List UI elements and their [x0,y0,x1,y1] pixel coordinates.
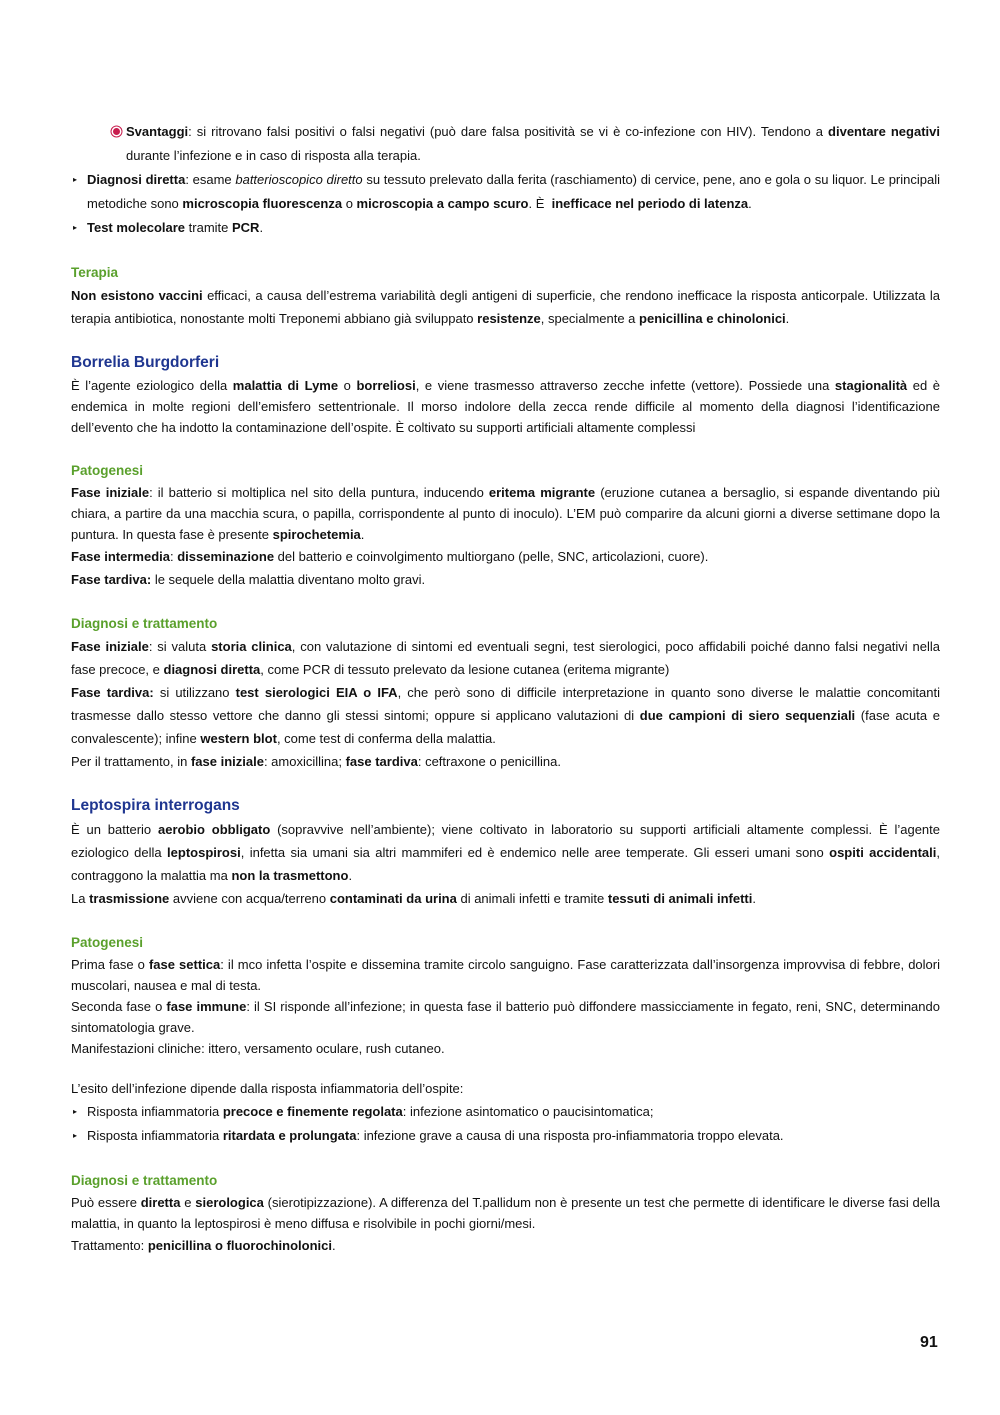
paragraph-trattamento-borrelia: Per il trattamento, in fase iniziale: amoxicillina; fase tardiva: ceftraxone o penicillina. [71,754,561,769]
heading-terapia: Terapia [71,265,119,280]
triangle-bullet-icon: ▸ [73,223,78,232]
triangle-bullet-icon: ▸ [73,1131,78,1140]
heading-patogenesi-leptospira: Patogenesi [71,935,144,950]
page-number: 91 [920,1334,938,1351]
diagnosi-diretta-text: Diagnosi diretta: esame batterioscopico diretto su tessuto prelevato dalla ferita (raschiamento) di cervice, pene, ano e gola o su liquor. Le principali metodiche sono microscopia fluorescenza o microscopia a campo scuro. È inefficace nel periodo di latenza. [87,172,941,211]
bullet-test-molecolare [71,216,940,240]
test-molecolare-text: Test molecolare tramite PCR. [87,220,264,235]
triangle-bullet-icon: ▸ [73,175,78,184]
bullet-diagnosi-diretta [71,168,940,216]
paragraph-terapia: Non esistono vaccini efficaci, a causa dell’estrema variabilità degli antigeni di superficie, che rendono inefficace la risposta anticorpale. Utilizzata la terapia antibiotica, nonostante molti Treponemi abbiano già sviluppato resistenze, specialmente a penicillina e chinolonici. [71,288,940,326]
risposta-precoce-text: Risposta infiammatoria precoce e finemente regolata: infezione asintomatico o paucisintomatica; [87,1104,654,1119]
bullet-risposta-ritardata [71,1124,940,1148]
bullet-risposta-precoce [71,1100,940,1124]
paragraph-diagnosi-leptospira: Può essere diretta e sierologica (sierotipizzazione). A differenza del T.pallidum non è presente un test che permette di identificare le diverse fasi della malattia, in quanto la leptospirosi è meno diffusa e risolvibile in pochi giorni/mesi. [71,1195,940,1231]
sub-bullet-svantaggi [71,120,940,168]
paragraph-leptospira: È un batterio aerobio obbligato (sopravvive nell’ambiente); viene coltivato in laboratorio su supporti artificiali altamente complessi. È l’agente eziologico della leptospirosi, infetta sia umani sia altri mammiferi ed è endemico nelle aree temperate. Gli esseri umani sono ospiti accidentali, contraggono la malattia ma non la trasmettono. [71,822,941,883]
paragraph-fase-iniziale: Fase iniziale: il batterio si moltiplica nel sito della puntura, inducendo eritema migrante (eruzione cutanea a bersaglio, si espande diventando più chiara, a partire da una macchia scura, o papilla, corrispondente al punto di inoculo). L’EM può comparire da alcuni giorni a diverse settimane dopo la puntura. In questa fase è presente spirochetemia. [71,485,941,542]
paragraph-fase-tardiva: Fase tardiva: le sequele della malattia diventano molto gravi. [71,572,426,587]
paragraph-fase-immune: Seconda fase o fase immune: il SI risponde all’infezione; in questa fase il batterio può diffondere massicciamente in fegato, reni, SNC, determinando sintomatologia grave. [71,999,940,1035]
risposta-ritardata-text: Risposta infiammatoria ritardata e prolungata: infezione grave a causa di una risposta pro-infiammatoria troppo elevata. [87,1128,784,1143]
heading-patogenesi-borrelia: Patogenesi [71,463,144,478]
paragraph-fase-settica: Prima fase o fase settica: il mco infetta l’ospite e dissemina tramite circolo sanguigno. Fase caratterizzata dall’insorgenza improvvisa di febbre, dolori muscolari, nausea e mal di testa. [71,957,940,993]
paragraph-trasmissione: La trasmissione avviene con acqua/terreno contaminati da urina di animali infetti e tramite tessuti di animali infetti. [71,891,756,906]
triangle-bullet-icon: ▸ [73,1107,78,1116]
page-content [71,120,940,1257]
bullet-dot-icon [113,128,120,135]
paragraph-manifestazioni: Manifestazioni cliniche: ittero, versamento oculare, rush cutaneo. [71,1041,445,1056]
heading-leptospira: Leptospira interrogans [71,797,240,814]
heading-borrelia: Borrelia Burgdorferi [71,354,220,371]
paragraph-fase-intermedia: Fase intermedia: disseminazione del batterio e coinvolgimento multiorgano (pelle, SNC, articolazioni, cuore). [71,549,709,564]
paragraph-trattamento-leptospira: Trattamento: penicillina o fluorochinolonici. [71,1238,336,1253]
paragraph-diagnosi-tardiva: Fase tardiva: si utilizzano test sierologici EIA o IFA, che però sono di difficile interpretazione in quanto sono diverse le malattie concomitanti trasmesse dallo stesso vettore che danno gli stessi sintomi; oppure si applicano valutazioni di due campioni di siero sequenziali (fase acuta e convalescente); infine western blot, come test di conferma della malattia. [71,685,940,746]
svantaggi-text: Svantaggi: si ritrovano falsi positivi o falsi negativi (può dare falsa positività se vi è co-infezione con HIV). Tendono a diventare negativi durante l’infezione e in caso di risposta alla terapia. [126,124,940,163]
paragraph-borrelia: È l’agente eziologico della malattia di Lyme o borreliosi, e viene trasmesso attraverso zecche infette (vettore). Possiede una stagionalità ed è endemica in molte regioni dell’emisfero settentrionale. Il morso indolore della zecca rende difficile al momento della diagnosi l’identificazione dell’evento che ha indotto la contaminazione dell’ospite. È coltivato su supporti artificiali altamente complessi [71,378,940,435]
paragraph-esito: L’esito dell’infezione dipende dalla risposta infiammatoria dell’ospite: [71,1081,464,1096]
heading-diagnosi-borrelia: Diagnosi e trattamento [71,616,218,631]
heading-diagnosi-leptospira: Diagnosi e trattamento [71,1173,218,1188]
paragraph-diagnosi-iniziale: Fase iniziale: si valuta storia clinica, con valutazione di sintomi ed eventuali segni, test sierologici, poco affidabili poiché danno falsi negativi nella fase precoce, e diagnosi diretta, come PCR di tessuto prelevato da lesione cutanea (eritema migrante) [71,639,941,677]
